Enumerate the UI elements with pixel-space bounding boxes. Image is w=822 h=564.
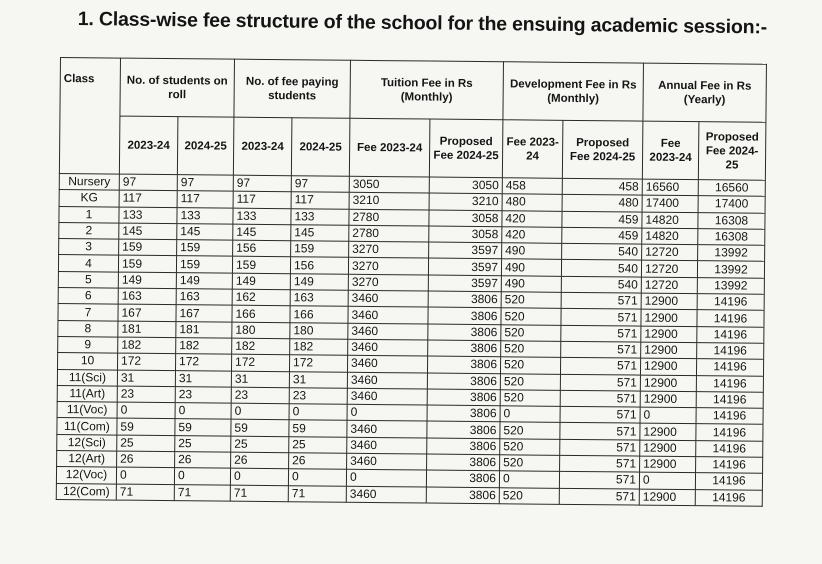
fee-paying-2024-25-cell: 145 bbox=[291, 225, 349, 242]
fee-paying-2024-25-cell: 163 bbox=[290, 290, 348, 307]
annual-current-cell: 12900 bbox=[641, 293, 697, 310]
tuition-proposed-cell: 3597 bbox=[428, 259, 501, 276]
development-current-cell: 520 bbox=[500, 422, 560, 439]
development-current-cell: 0 bbox=[500, 406, 560, 423]
roll-2024-25-cell: 23 bbox=[175, 386, 231, 403]
fee-paying-2023-24-cell: 182 bbox=[232, 338, 290, 355]
roll-2023-24-cell: 149 bbox=[118, 272, 176, 289]
annual-current-cell: 12900 bbox=[640, 456, 696, 473]
tuition-current-cell: 3460 bbox=[347, 437, 427, 454]
fee-paying-2023-24-cell: 117 bbox=[233, 191, 291, 208]
tuition-current-cell: 3460 bbox=[347, 388, 427, 405]
annual-proposed-cell: 13992 bbox=[697, 261, 764, 278]
fee-paying-2023-24-cell: 156 bbox=[233, 240, 291, 257]
page-heading: 1. Class-wise fee structure of the school for the ensuing academic session:- bbox=[77, 8, 768, 39]
roll-2023-24-cell: 59 bbox=[117, 419, 175, 436]
roll-2023-24-cell: 145 bbox=[119, 223, 177, 240]
fee-paying-2024-25-cell: 172 bbox=[289, 355, 347, 372]
roll-2023-24-cell: 71 bbox=[116, 484, 174, 501]
tuition-current-cell: 0 bbox=[347, 404, 427, 421]
roll-2024-25-cell: 0 bbox=[174, 468, 230, 485]
fee-paying-2023-24-cell: 172 bbox=[231, 354, 289, 371]
tuition-proposed-cell: 3806 bbox=[427, 405, 500, 422]
tuition-current-cell: 3460 bbox=[347, 356, 427, 373]
roll-2023-24-cell: 31 bbox=[117, 370, 175, 387]
annual-current-cell: 12900 bbox=[640, 424, 696, 441]
fee-paying-2024-25-cell: 166 bbox=[290, 306, 348, 323]
annual-proposed-cell: 14196 bbox=[697, 294, 764, 311]
development-proposed-cell: 540 bbox=[561, 260, 641, 277]
fee-paying-2023-24-cell: 166 bbox=[232, 306, 290, 323]
development-current-cell: 520 bbox=[500, 390, 560, 407]
roll-2024-25-cell: 71 bbox=[174, 484, 230, 501]
development-proposed-cell: 540 bbox=[561, 276, 641, 293]
annual-proposed-cell: 14196 bbox=[696, 391, 763, 408]
annual-proposed-cell: 14196 bbox=[696, 457, 763, 474]
tuition-proposed-cell: 3806 bbox=[427, 373, 500, 390]
development-current-cell: 490 bbox=[501, 276, 561, 293]
fee-paying-2023-24-cell: 0 bbox=[230, 468, 288, 485]
development-current-cell: 520 bbox=[500, 373, 560, 390]
roll-2024-25-cell: 26 bbox=[175, 452, 231, 469]
fee-paying-2023-24-cell: 25 bbox=[231, 436, 289, 453]
tuition-current-cell: 3460 bbox=[348, 323, 428, 340]
class-cell: 1 bbox=[59, 206, 119, 223]
fee-paying-2024-25-cell: 180 bbox=[290, 322, 348, 339]
annual-current-cell: 12900 bbox=[641, 326, 697, 343]
development-current-header: Fee 2023-24 bbox=[502, 120, 563, 179]
tuition-current-cell: 3460 bbox=[347, 453, 427, 470]
students-on-roll-header: No. of students on roll bbox=[120, 58, 235, 117]
fee-paying-2024-25-cell: 23 bbox=[289, 388, 347, 405]
fee-paying-2024-25-cell: 156 bbox=[290, 257, 348, 274]
tuition-proposed-cell: 3806 bbox=[427, 421, 500, 438]
class-cell: 8 bbox=[58, 320, 118, 337]
fee-paying-2024-25-cell: 97 bbox=[291, 176, 349, 193]
fee-paying-2024-25-cell: 0 bbox=[288, 469, 346, 486]
class-cell: 12(Voc) bbox=[56, 467, 116, 484]
annual-proposed-cell: 14196 bbox=[696, 375, 763, 392]
table-body bbox=[56, 173, 765, 506]
class-cell: 10 bbox=[58, 353, 118, 370]
roll-2024-25-cell: 133 bbox=[177, 207, 233, 224]
development-current-cell: 520 bbox=[501, 324, 561, 341]
tuition-proposed-cell: 3597 bbox=[429, 242, 502, 259]
fee-paying-2024-25-cell: 26 bbox=[289, 453, 347, 470]
fee-paying-2024-25-header: 2024-25 bbox=[291, 118, 350, 177]
roll-2023-24-cell: 172 bbox=[118, 353, 176, 370]
roll-2023-24-cell: 159 bbox=[119, 239, 177, 256]
development-proposed-cell: 571 bbox=[560, 455, 640, 472]
class-cell: Nursery bbox=[59, 173, 119, 190]
roll-2023-24-cell: 0 bbox=[117, 402, 175, 419]
tuition-proposed-cell: 3806 bbox=[427, 389, 500, 406]
annual-current-cell: 12720 bbox=[642, 244, 698, 261]
roll-2023-24-cell: 26 bbox=[117, 451, 175, 468]
roll-2023-24-cell: 133 bbox=[119, 207, 177, 224]
roll-2023-24-cell: 182 bbox=[118, 337, 176, 354]
roll-2024-25-cell: 59 bbox=[175, 419, 231, 436]
annual-current-cell: 12900 bbox=[639, 489, 695, 506]
tuition-proposed-header: Proposed Fee 2024-25 bbox=[429, 119, 503, 178]
tuition-proposed-cell: 3806 bbox=[426, 470, 499, 487]
class-cell: 12(Com) bbox=[56, 483, 116, 500]
tuition-current-cell: 3270 bbox=[349, 241, 429, 258]
fee-paying-2024-25-cell: 117 bbox=[291, 192, 349, 209]
development-proposed-cell: 571 bbox=[560, 406, 640, 423]
annual-current-cell: 12720 bbox=[641, 277, 697, 294]
development-proposed-cell: 571 bbox=[561, 341, 641, 358]
roll-2024-25-cell: 149 bbox=[176, 272, 232, 289]
roll-2023-24-header: 2023-24 bbox=[119, 116, 178, 175]
tuition-current-cell: 3460 bbox=[348, 307, 428, 324]
annual-proposed-cell: 14196 bbox=[697, 310, 764, 327]
development-current-cell: 520 bbox=[501, 308, 561, 325]
fee-paying-2024-25-cell: 25 bbox=[289, 436, 347, 453]
roll-2023-24-cell: 0 bbox=[116, 467, 174, 484]
annual-current-cell: 12900 bbox=[641, 342, 697, 359]
development-proposed-cell: 571 bbox=[560, 358, 640, 375]
annual-current-cell: 12900 bbox=[641, 309, 697, 326]
roll-2024-25-cell: 145 bbox=[177, 224, 233, 241]
fee-paying-2023-24-cell: 31 bbox=[231, 371, 289, 388]
fee-paying-2023-24-cell: 133 bbox=[233, 208, 291, 225]
roll-2024-25-cell: 25 bbox=[175, 435, 231, 452]
fee-paying-2023-24-cell: 97 bbox=[233, 175, 291, 192]
roll-2023-24-cell: 97 bbox=[119, 174, 177, 191]
annual-current-cell: 16560 bbox=[642, 179, 698, 196]
development-current-cell: 520 bbox=[500, 438, 560, 455]
fee-paying-2024-25-cell: 59 bbox=[289, 420, 347, 437]
development-current-cell: 458 bbox=[502, 178, 562, 195]
annual-proposed-cell: 14196 bbox=[697, 343, 764, 360]
annual-proposed-header: Proposed Fee 2024-25 bbox=[698, 122, 766, 181]
tuition-current-cell: 2780 bbox=[349, 209, 429, 226]
tuition-proposed-cell: 3806 bbox=[428, 324, 501, 341]
development-current-cell: 420 bbox=[502, 227, 562, 244]
annual-current-header: Fee 2023-24 bbox=[642, 121, 699, 180]
tuition-current-cell: 3050 bbox=[349, 176, 429, 193]
fee-paying-2023-24-cell: 162 bbox=[232, 289, 290, 306]
annual-proposed-cell: 14196 bbox=[696, 440, 763, 457]
tuition-current-cell: 3270 bbox=[348, 274, 428, 291]
fee-paying-2023-24-cell: 26 bbox=[231, 452, 289, 469]
tuition-current-cell: 3210 bbox=[349, 193, 429, 210]
fee-paying-2023-24-cell: 59 bbox=[231, 420, 289, 437]
development-current-cell: 520 bbox=[501, 292, 561, 309]
roll-2024-25-cell: 163 bbox=[176, 289, 232, 306]
class-cell: 11(Art) bbox=[57, 385, 117, 402]
class-cell: 9 bbox=[58, 336, 118, 353]
roll-2023-24-cell: 23 bbox=[117, 386, 175, 403]
annual-proposed-cell: 14196 bbox=[696, 359, 763, 376]
roll-2023-24-cell: 25 bbox=[117, 435, 175, 452]
tuition-proposed-cell: 3050 bbox=[429, 177, 502, 194]
tuition-proposed-cell: 3806 bbox=[427, 438, 500, 455]
class-cell: 7 bbox=[58, 304, 118, 321]
roll-2023-24-cell: 159 bbox=[118, 256, 176, 273]
development-proposed-cell: 459 bbox=[562, 227, 642, 244]
fee-paying-2024-25-cell: 159 bbox=[291, 241, 349, 258]
annual-proposed-cell: 13992 bbox=[698, 245, 765, 262]
fee-table-wrapper bbox=[56, 57, 767, 507]
tuition-current-cell: 3460 bbox=[348, 339, 428, 356]
class-cell: 11(Com) bbox=[57, 418, 117, 435]
development-current-cell: 480 bbox=[502, 194, 562, 211]
fee-paying-students-header: No. of fee paying students bbox=[234, 59, 351, 118]
annual-proposed-cell: 17400 bbox=[698, 196, 765, 213]
tuition-proposed-cell: 3210 bbox=[429, 193, 502, 210]
tuition-current-cell: 3460 bbox=[347, 421, 427, 438]
tuition-proposed-cell: 3058 bbox=[429, 226, 502, 243]
annual-proposed-cell: 14196 bbox=[695, 489, 762, 506]
development-proposed-cell: 571 bbox=[560, 374, 640, 391]
development-current-cell: 490 bbox=[501, 259, 561, 276]
roll-2024-25-cell: 31 bbox=[175, 370, 231, 387]
fee-paying-2024-25-cell: 71 bbox=[288, 485, 346, 502]
class-cell: 2 bbox=[59, 222, 119, 239]
development-proposed-cell: 540 bbox=[562, 244, 642, 261]
development-fee-header: Development Fee in Rs (Monthly) bbox=[503, 62, 644, 121]
development-proposed-cell: 571 bbox=[559, 472, 639, 489]
annual-current-cell: 12900 bbox=[640, 358, 696, 375]
development-current-cell: 520 bbox=[500, 455, 560, 472]
fee-paying-2023-24-cell: 71 bbox=[230, 485, 288, 502]
roll-2024-25-cell: 172 bbox=[175, 354, 231, 371]
development-proposed-cell: 571 bbox=[560, 423, 640, 440]
annual-current-cell: 0 bbox=[639, 472, 695, 489]
tuition-current-cell: 3270 bbox=[348, 258, 428, 275]
tuition-current-cell: 3460 bbox=[347, 372, 427, 389]
class-cell: 12(Art) bbox=[57, 451, 117, 468]
roll-2024-25-cell: 182 bbox=[176, 338, 232, 355]
annual-current-cell: 0 bbox=[640, 407, 696, 424]
annual-current-cell: 14820 bbox=[642, 212, 698, 229]
roll-2024-25-header: 2024-25 bbox=[177, 117, 234, 176]
annual-current-cell: 14820 bbox=[642, 228, 698, 245]
class-cell: 11(Sci) bbox=[57, 369, 117, 386]
roll-2024-25-cell: 181 bbox=[176, 321, 232, 338]
tuition-current-cell: 3460 bbox=[348, 290, 428, 307]
fee-paying-2023-24-cell: 0 bbox=[231, 403, 289, 420]
class-cell: 6 bbox=[58, 288, 118, 305]
development-current-cell: 520 bbox=[500, 357, 560, 374]
development-proposed-cell: 480 bbox=[562, 195, 642, 212]
class-cell: 11(Voc) bbox=[57, 402, 117, 419]
fee-paying-2024-25-cell: 0 bbox=[289, 404, 347, 421]
annual-proposed-cell: 16308 bbox=[698, 212, 765, 229]
development-current-cell: 520 bbox=[499, 487, 559, 504]
annual-proposed-cell: 13992 bbox=[697, 277, 764, 294]
development-proposed-cell: 571 bbox=[561, 309, 641, 326]
tuition-current-header: Fee 2023-24 bbox=[349, 118, 430, 177]
development-proposed-cell: 459 bbox=[562, 211, 642, 228]
annual-proposed-cell: 14196 bbox=[696, 424, 763, 441]
tuition-proposed-cell: 3806 bbox=[428, 307, 501, 324]
fee-paying-2023-24-cell: 145 bbox=[233, 224, 291, 241]
table-header bbox=[59, 58, 766, 181]
tuition-proposed-cell: 3806 bbox=[426, 487, 499, 504]
development-proposed-header: Proposed Fee 2024-25 bbox=[562, 120, 643, 179]
fee-paying-2024-25-cell: 31 bbox=[289, 371, 347, 388]
development-current-cell: 0 bbox=[499, 471, 559, 488]
annual-proposed-cell: 14196 bbox=[695, 473, 762, 490]
roll-2023-24-cell: 117 bbox=[119, 190, 177, 207]
tuition-proposed-cell: 3806 bbox=[427, 454, 500, 471]
tuition-proposed-cell: 3058 bbox=[429, 210, 502, 227]
tuition-current-cell: 2780 bbox=[349, 225, 429, 242]
class-cell: 12(Sci) bbox=[57, 434, 117, 451]
fee-paying-2023-24-cell: 23 bbox=[231, 387, 289, 404]
class-cell: KG bbox=[59, 190, 119, 207]
development-current-cell: 490 bbox=[502, 243, 562, 260]
fee-paying-2023-24-cell: 180 bbox=[232, 322, 290, 339]
roll-2024-25-cell: 97 bbox=[177, 175, 233, 192]
class-cell: 5 bbox=[58, 271, 118, 288]
fee-paying-2023-24-cell: 159 bbox=[232, 257, 290, 274]
fee-paying-2024-25-cell: 182 bbox=[290, 339, 348, 356]
annual-current-cell: 12900 bbox=[640, 440, 696, 457]
tuition-proposed-cell: 3597 bbox=[428, 275, 501, 292]
annual-fee-header: Annual Fee in Rs (Yearly) bbox=[643, 63, 767, 122]
development-proposed-cell: 571 bbox=[559, 488, 639, 505]
class-cell: 3 bbox=[59, 239, 119, 256]
tuition-proposed-cell: 3806 bbox=[427, 356, 500, 373]
tuition-current-cell: 3460 bbox=[346, 486, 426, 503]
annual-current-cell: 12900 bbox=[640, 391, 696, 408]
roll-2024-25-cell: 159 bbox=[177, 240, 233, 257]
tuition-proposed-cell: 3806 bbox=[428, 291, 501, 308]
tuition-fee-header: Tuition Fee in Rs (Monthly) bbox=[350, 60, 504, 119]
roll-2023-24-cell: 181 bbox=[118, 321, 176, 338]
roll-2024-25-cell: 0 bbox=[175, 403, 231, 420]
annual-proposed-cell: 16560 bbox=[698, 180, 765, 197]
development-current-cell: 520 bbox=[501, 341, 561, 358]
roll-2024-25-cell: 117 bbox=[177, 191, 233, 208]
class-cell: 4 bbox=[58, 255, 118, 272]
annual-proposed-cell: 16308 bbox=[698, 229, 765, 246]
tuition-current-cell: 0 bbox=[346, 470, 426, 487]
class-header: Class bbox=[59, 58, 120, 175]
fee-paying-2024-25-cell: 133 bbox=[291, 208, 349, 225]
roll-2023-24-cell: 163 bbox=[118, 288, 176, 305]
fee-structure-table bbox=[56, 57, 767, 507]
roll-2024-25-cell: 159 bbox=[176, 256, 232, 273]
tuition-proposed-cell: 3806 bbox=[428, 340, 501, 357]
development-proposed-cell: 571 bbox=[560, 390, 640, 407]
development-proposed-cell: 571 bbox=[561, 325, 641, 342]
fee-paying-2024-25-cell: 149 bbox=[290, 274, 348, 291]
fee-paying-2023-24-cell: 149 bbox=[232, 273, 290, 290]
roll-2024-25-cell: 167 bbox=[176, 305, 232, 322]
development-proposed-cell: 571 bbox=[561, 292, 641, 309]
fee-paying-2023-24-header: 2023-24 bbox=[233, 117, 292, 176]
annual-proposed-cell: 14196 bbox=[696, 408, 763, 425]
annual-proposed-cell: 14196 bbox=[697, 326, 764, 343]
annual-current-cell: 17400 bbox=[642, 195, 698, 212]
development-proposed-cell: 458 bbox=[562, 178, 642, 195]
annual-current-cell: 12720 bbox=[641, 261, 697, 278]
development-current-cell: 420 bbox=[502, 210, 562, 227]
development-proposed-cell: 571 bbox=[560, 439, 640, 456]
roll-2023-24-cell: 167 bbox=[118, 304, 176, 321]
annual-current-cell: 12900 bbox=[640, 375, 696, 392]
